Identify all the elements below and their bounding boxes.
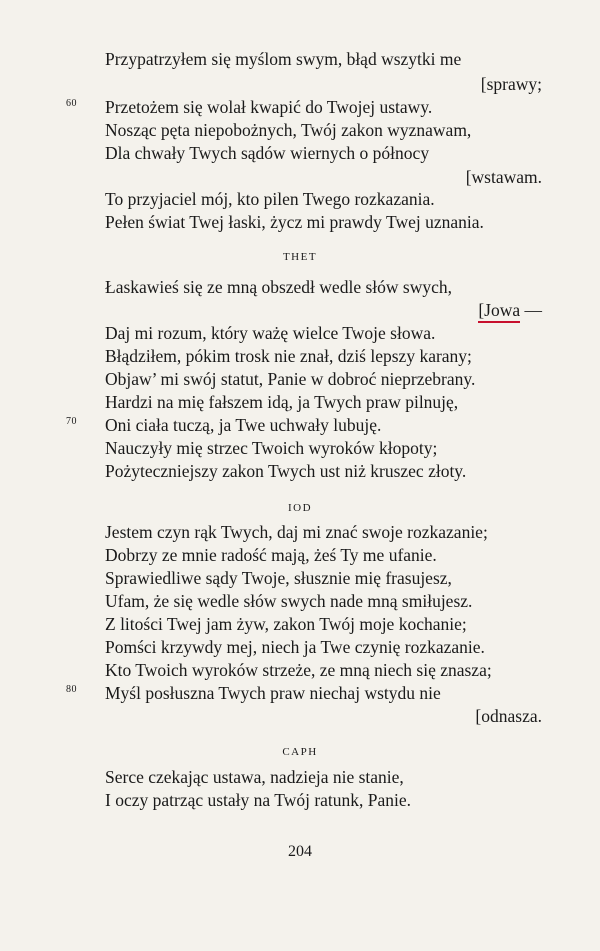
- line-number: 70: [66, 416, 77, 427]
- verse-line: Łaskawieś się ze mną obszedł wedle słów swych,: [105, 277, 452, 297]
- verse-line-continuation: [wstawam.: [465, 167, 542, 187]
- verse-line: Pożyteczniejszy zakon Twych ust niż kruszec złoty.: [105, 461, 467, 481]
- line-number: 60: [66, 98, 77, 109]
- verse-line: Z litości Twej jam żyw, zakon Twój moje kochanie;: [105, 614, 467, 634]
- verse-line: Hardzi na mię fałszem idą, ja Twych praw pilnuję,: [105, 392, 459, 412]
- verse-line: Nosząc pęta niepobożnych, Twój zakon wyznawam,: [105, 120, 472, 140]
- verse-line: To przyjaciel mój, kto pilen Twego rozkazania.: [105, 189, 435, 209]
- verse-line: Nauczyły mię strzec Twoich wyroków kłopoty;: [105, 438, 438, 458]
- verse-line: Jestem czyn rąk Twych, daj mi znać swoje rozkazanie;: [105, 522, 488, 542]
- verse-line: Oni ciała tuczą, ja Twe uchwały lubuję.: [105, 415, 382, 435]
- verse-line: Przetożem się wolał kwapić do Twojej ustawy.: [105, 97, 433, 117]
- verse-line: Objaw’ mi swój statut, Panie w dobroć nieprzebrany.: [105, 369, 476, 389]
- verse-line: Serce czekając ustawa, nadzieja nie stanie,: [105, 767, 404, 787]
- verse-line-continuation: [478, 299, 542, 321]
- verse-line-continuation: [odnasza.: [475, 706, 542, 726]
- verse-line: Sprawiedliwe sądy Twoje, słusznie mię frasujesz,: [105, 568, 452, 588]
- verse-line-continuation: [sprawy;: [480, 74, 542, 94]
- verse-line: Pomści krzywdy mej, niech ja Twe czynię rozkazanie.: [105, 637, 485, 657]
- verse-line: Ufam, że się wedle słów swych nade mną smiłujesz.: [105, 591, 473, 611]
- verse-line: Daj mi rozum, który ważę wielce Twoje słowa.: [105, 323, 436, 343]
- section-heading: THET: [282, 251, 318, 263]
- verse-line: Przypatrzyłem się myślom swym, błąd wszytki me: [105, 49, 462, 69]
- dash: —: [520, 300, 542, 320]
- page-number: 204: [288, 843, 312, 860]
- verse-line: Pełen świat Twej łaski, życz mi prawdy Twej uznania.: [105, 212, 484, 232]
- section-heading: IOD: [287, 502, 313, 514]
- verse-line: Błądziłem, pókim trosk nie znał, dziś lepszy karany;: [105, 346, 472, 366]
- section-heading: CAPH: [282, 746, 318, 758]
- verse-line: Dla chwały Twych sądów wiernych o północy: [105, 143, 430, 163]
- verse-line: I oczy patrząc ustały na Twój ratunk, Panie.: [105, 790, 412, 810]
- highlighted-word: [Jowa: [478, 300, 520, 323]
- verse-line: Kto Twoich wyroków strzeże, ze mną niech się znasza;: [105, 660, 492, 680]
- line-number: 80: [66, 684, 77, 695]
- verse-line: Myśl posłuszna Twych praw niechaj wstydu nie: [105, 683, 441, 703]
- verse-line: Dobrzy ze mnie radość mają, żeś Ty me ufanie.: [105, 545, 437, 565]
